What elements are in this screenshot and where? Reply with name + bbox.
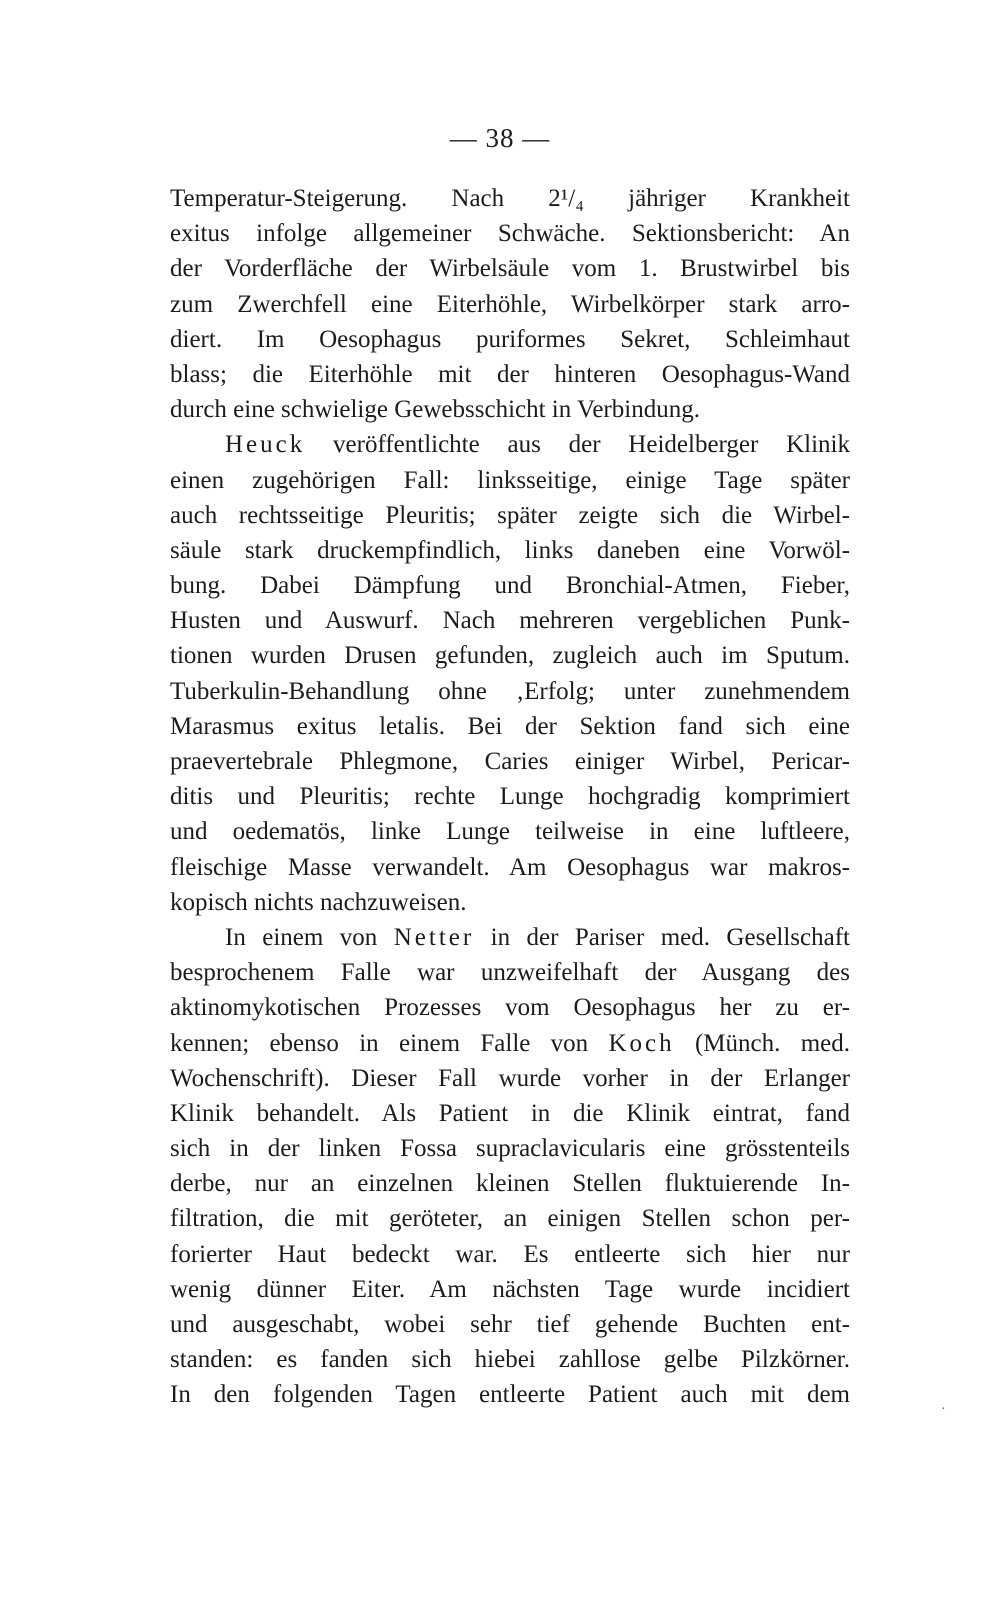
text-line: In den folgenden Tagen entleerte Patient auch mit dem (170, 1381, 850, 1409)
text-segment: veröffentlichte aus der Heidelberger Klinik (305, 431, 850, 459)
text-line: zum Zwerchfell eine Eiterhöhle, Wirbelkörper stark arro- (170, 290, 850, 318)
text-line: diert. Im Oesophagus puriformes Sekret, Schleimhaut (170, 325, 850, 353)
text-line: säule stark druckempfindlich, links daneben eine Vorwöl- (170, 536, 850, 564)
text-line: fleischige Masse verwandelt. Am Oesophagus war makros- (170, 853, 850, 881)
body-text (170, 181, 850, 1413)
text-line: blass; die Eiterhöhle mit der hinteren Oesophagus-Wand (170, 360, 850, 388)
text-line: der Vorderfläche der Wirbelsäule vom 1. Brustwirbel bis (170, 255, 850, 283)
text-line: aktinomykotischen Prozesses vom Oesophagus her zu er- (170, 994, 850, 1022)
text-line: und ausgeschabt, wobei sehr tief gehende Buchten ent- (170, 1311, 850, 1338)
text-line: auch rechtsseitige Pleuritis; später zeigte sich die Wirbel- (170, 501, 850, 529)
text-line: Tuberkulin-Behandlung ohne ‚Erfolg; unter zunehmendem (170, 677, 850, 705)
text-line: einen zugehörigen Fall: linksseitige, einige Tage später (170, 466, 850, 494)
text-segment: In einem von (225, 923, 394, 951)
text-line: kopisch nichts nachzuweisen. (170, 888, 467, 916)
text-line: praevertebrale Phlegmone, Caries einiger Wirbel, Pericar- (170, 748, 850, 775)
text-line: forierter Haut bedeckt war. Es entleerte sich hier nur (170, 1240, 850, 1268)
text-line: besprochenem Falle war unzweifelhaft der Ausgang des (170, 959, 850, 987)
author-name-spaced: Netter (393, 923, 475, 951)
text-line: und oedematös, linke Lunge teilweise in eine luftleere, (170, 818, 850, 846)
author-name-spaced: Koch (608, 1029, 675, 1057)
print-speck: · (941, 1402, 946, 1417)
text-line: exitus infolge allgemeiner Schwäche. Sektionsbericht: An (170, 220, 850, 248)
text-line: derbe, nur an einzelnen kleinen Stellen fluktuierende In- (170, 1170, 850, 1198)
text-line: ditis und Pleuritis; rechte Lunge hochgradig komprimiert (170, 783, 850, 811)
text-line: Wochenschrift). Dieser Fall wurde vorher in der Erlanger (170, 1064, 850, 1092)
text-line: Husten und Auswurf. Nach mehreren vergeblichen Punk- (170, 607, 850, 635)
text-line: bung. Dabei Dämpfung und Bronchial-Atmen, Fieber, (170, 572, 850, 600)
text-line: Klinik behandelt. Als Patient in die Klinik eintrat, fand (170, 1099, 850, 1127)
text-segment: kennen; ebenso in einem Falle von (170, 1029, 609, 1057)
text-line (170, 920, 850, 955)
text-line: Marasmus exitus letalis. Bei der Sektion fand sich eine (170, 712, 850, 740)
text-segment: (Münch. med. (674, 1029, 850, 1057)
text-line: tionen wurden Drusen gefunden, zugleich auch im Sputum. (170, 642, 850, 670)
author-name-spaced: Heuck (225, 431, 306, 459)
page-number: — 38 — (449, 123, 551, 153)
text-line (170, 1026, 850, 1061)
text-line: standen: es fanden sich hiebei zahllose gelbe Pilzkörner. (170, 1346, 850, 1374)
text-line: wenig dünner Eiter. Am nächsten Tage wurde incidiert (170, 1275, 850, 1303)
text-line (170, 427, 850, 462)
text-line: durch eine schwielige Gewebsschicht in Verbindung. (170, 396, 700, 424)
text-line: Temperatur-Steigerung. Nach 2¹/₄ jähriger Krankheit (170, 185, 850, 212)
text-line: filtration, die mit geröteter, an einigen Stellen schon per- (170, 1205, 850, 1233)
text-segment: in der Pariser med. Gesellschaft (474, 923, 850, 951)
text-line: sich in der linken Fossa supraclavicularis eine grösstenteils (170, 1135, 850, 1163)
